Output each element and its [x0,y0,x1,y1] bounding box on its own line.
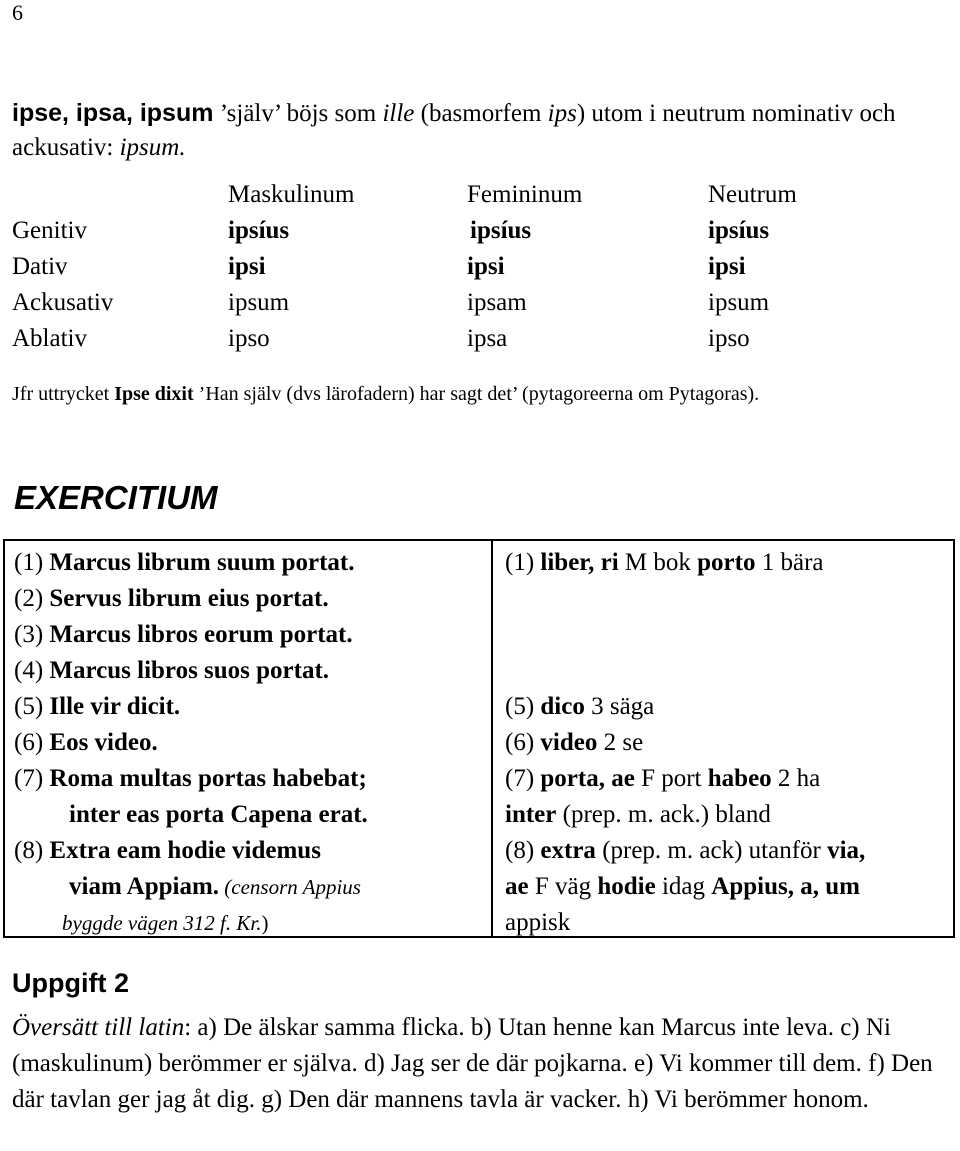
intro-ips: ips [547,100,577,127]
sentence-8-note: byggde vägen 312 f. Kr.) [62,911,269,935]
uppgift-text [12,1010,957,1118]
vocab-5: (5) dico 3 säga [505,693,655,720]
form-cell: ipsa [467,325,508,352]
intro-ille: ille [382,100,415,127]
header-neutrum: Neutrum [708,181,797,208]
sentence-6: (6) Eos video. [14,729,158,756]
form-cell: ipsum [228,289,290,316]
sentence-5: (5) Ille vir dicit. [14,693,181,720]
form-cell: ipsíus [228,217,290,244]
header-maskulinum: Maskulinum [228,181,355,208]
sentence-2: (2) Servus librum eius portat. [14,585,329,612]
intro-ipsum: ipsum. [119,134,186,161]
ipse-pronoun: ipse, ipsa, ipsum [12,99,214,127]
jfr-paragraph [12,378,957,411]
page-number: 6 [12,0,23,25]
sentence-7-cont: inter eas porta Capena erat. [69,801,368,828]
vocab-8-cont2: appisk [505,909,571,936]
form-cell: ipsi [708,253,746,280]
exercitium-title: EXERCITIUM [14,479,218,516]
vocab-8: (8) extra (prep. m. ack) utanför via, [505,837,866,864]
form-cell: ipsi [228,253,266,280]
vocab-7: (7) porta, ae F port habeo 2 ha [505,765,821,792]
case-label: Ackusativ [12,289,114,316]
sentence-3: (3) Marcus libros eorum portat. [14,621,353,648]
intro-basmorfem-post: ) utom i neutrum nominativ och ackusativ: [12,100,896,161]
form-cell: ipsi [467,253,505,280]
form-cell: ipsum [708,289,770,316]
column-divider [491,541,493,936]
case-label: Dativ [12,253,68,280]
vocabulary-column [505,545,955,941]
form-cell: ipsíus [470,217,532,244]
form-cell: ipso [228,325,270,352]
form-cell: ipso [708,325,750,352]
uppgift-body: : a) De älskar samma flicka. b) Utan henne kan Marcus inte leva. c) Ni (maskulinum) berömmer er själva. d) Jag ser de där pojkarna. e) Vi kommer till dem. f) Den där tavlan ger jag åt dig. g) Den där mannens tavla är vacker. h) Vi berömmer honom. [12,1014,933,1113]
header-femininum: Femininum [467,181,583,208]
case-label: Ablativ [12,325,87,352]
exercitium-box [3,539,955,938]
form-cell: ipsam [467,289,527,316]
sentence-8-cont: viam Appiam. (censorn Appius [69,873,361,900]
sentences-column [14,545,368,941]
case-label: Genitiv [12,217,87,244]
sentence-8: (8) Extra eam hodie videmus [14,837,321,864]
sentence-4: (4) Marcus libros suos portat. [14,657,330,684]
intro-basmorfem-pre: (basmorfem [414,100,548,127]
vocab-7-cont: inter (prep. m. ack.) bland [505,801,771,828]
uppgift-title: Uppgift 2 [12,968,129,998]
sentence-7: (7) Roma multas portas habebat; [14,765,367,792]
intro-gloss: ’själv’ böjs som [213,100,383,127]
intro-paragraph [12,96,952,165]
vocab-6: (6) video 2 se [505,729,644,756]
vocab-1: (1) liber, ri M bok porto 1 bära [505,549,824,576]
jfr-post: ’Han själv (dvs lärofadern) har sagt det’ (pytagoreerna om Pytagoras). [193,383,760,405]
form-cell: ipsíus [708,217,770,244]
vocab-8-cont: ae F väg hodie idag Appius, a, um [505,873,860,900]
jfr-phrase: Ipse dixit [114,383,194,405]
jfr-pre: Jfr uttrycket [12,383,115,405]
uppgift-label: Översätt till latin [12,1014,185,1041]
sentence-1: (1) Marcus librum suum portat. [14,549,355,576]
